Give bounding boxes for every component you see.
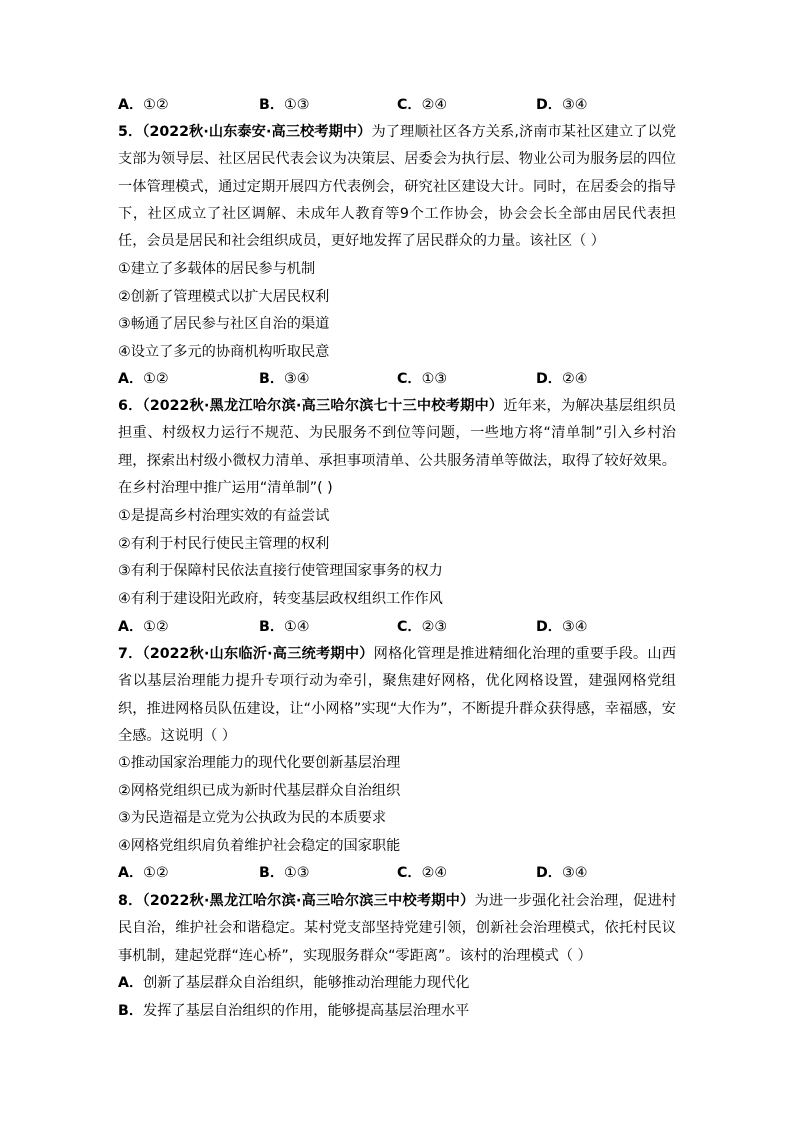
q6-number: 6． xyxy=(118,398,143,414)
q5-statement-1: ①建立了多载体的居民参与机制 xyxy=(118,261,316,277)
q5-statement-4: ④设立了多元的协商机构听取民意 xyxy=(118,344,330,360)
q8-source: （2022秋·黑龙江哈尔滨·高三哈尔滨三中校考期中） xyxy=(142,893,475,909)
q6-statement-3: ③有利于保障村民依法直接行使管理国家事务的权力 xyxy=(118,563,443,579)
q5-option-b: B．③④ xyxy=(259,371,310,387)
q7-options xyxy=(118,863,678,883)
q7-option-a: A．①② xyxy=(118,865,169,881)
q8-number: 8． xyxy=(118,893,143,909)
q5-option-a: A．①② xyxy=(118,371,169,387)
q7-statement-4: ④网格党组织肩负着维护社会稳定的国家职能 xyxy=(118,838,401,854)
q6-statement-4: ④有利于建设阳光政府，转变基层政权组织工作作风 xyxy=(118,591,443,607)
q5-source: （2022秋·山东泰安·高三校考期中） xyxy=(142,124,372,140)
q8-stem xyxy=(118,888,676,970)
q7-statement-3: ③为民造福是立党为公执政为民的本质要求 xyxy=(118,810,387,826)
q6-option-b: B．①④ xyxy=(259,619,310,635)
q8-stem-text: 为进一步强化社会治理，促进村民自治，维护社会和谐稳定。某村党支部坚持党建引领，创新社会治理模式，依托村民议事机制，建起党群“连心桥”，实现服务群众“零距离”。该村的治理模式（ ） xyxy=(118,893,677,964)
q5-options xyxy=(118,369,678,389)
q7-source: （2022秋·山东临沂·高三统考期中） xyxy=(142,646,374,662)
q7-option-d: D．③④ xyxy=(536,865,588,881)
q8-option-a: A．创新了基层群众自治组织，能够推动治理能力现代化 xyxy=(118,975,470,991)
q5-statement-3: ③畅通了居民参与社区自治的渠道 xyxy=(118,316,330,332)
q5-number: 5． xyxy=(118,124,143,140)
q5-stem-text: 为了理顺社区各方关系,济南市某社区建立了以党支部为领导层、社区居民代表会议为决策层、居委会为执行层、物业公司为服务层的四位一体管理模式，通过定期开展四方代表例会，研究社区建设大计。同时，在居委会的指导下，社区成立了社区调解、未成年人教育等9个工作协会，协会会长全部由居民代表担任，会员是居民和社会组织成员，更好地发挥了居民群众的力量。该社区（ ） xyxy=(118,124,677,250)
q6-stem-text: 近年来，为解决基层组织员担重、村级权力运行不规范、为民服务不到位等问题，一些地方将“清单制”引入乡村治理，探索出村级小微权力清单、承担事项清单、公共服务清单等做法，取得了较好效果。在乡村治理中推广运用“清单制”( ) xyxy=(118,398,677,496)
q5-stem xyxy=(118,119,676,255)
q4-option-c: C．②④ xyxy=(397,97,448,113)
q4-option-d: D．③④ xyxy=(536,97,588,113)
q8-option-b: B．发挥了基层自治组织的作用，能够提高基层治理水平 xyxy=(118,1003,470,1019)
q7-statement-1: ①推动国家治理能力的现代化要创新基层治理 xyxy=(118,755,401,771)
q5-statement-2: ②创新了管理模式以扩大居民权利 xyxy=(118,289,330,305)
q7-number: 7． xyxy=(118,646,143,662)
q6-options xyxy=(118,617,678,637)
q5-option-d: D．②④ xyxy=(536,371,588,387)
q7-stem xyxy=(118,641,676,750)
q6-source: （2022秋·黑龙江哈尔滨·高三哈尔滨七十三中校考期中） xyxy=(142,398,504,414)
q7-option-b: B．①③ xyxy=(259,865,310,881)
q7-stem-text: 网格化管理是推进精细化治理的重要手段。山西省以基层治理能力提升专项行动为牵引，聚焦建好网格，优化网格设置，建强网格党组织，推进网格员队伍建设，让“小网格”实现“大作为”，不断提升群众获得感，幸福感，安全感。这说明（ ） xyxy=(118,646,677,744)
q4-options xyxy=(118,95,678,115)
q6-statement-2: ②有利于村民行使民主管理的权利 xyxy=(118,536,330,552)
q4-option-b: B．①③ xyxy=(259,97,310,113)
q7-statement-2: ②网格党组织已成为新时代基层群众自治组织 xyxy=(118,783,401,799)
q5-option-c: C．①③ xyxy=(397,371,448,387)
q7-option-c: C．②④ xyxy=(397,865,448,881)
q6-option-d: D．③④ xyxy=(536,619,588,635)
q6-option-c: C．②③ xyxy=(397,619,448,635)
q6-stem xyxy=(118,393,676,502)
q6-statement-1: ①是提高乡村治理实效的有益尝试 xyxy=(118,508,330,524)
q6-option-a: A．①② xyxy=(118,619,169,635)
q4-option-a: A．①② xyxy=(118,97,169,113)
